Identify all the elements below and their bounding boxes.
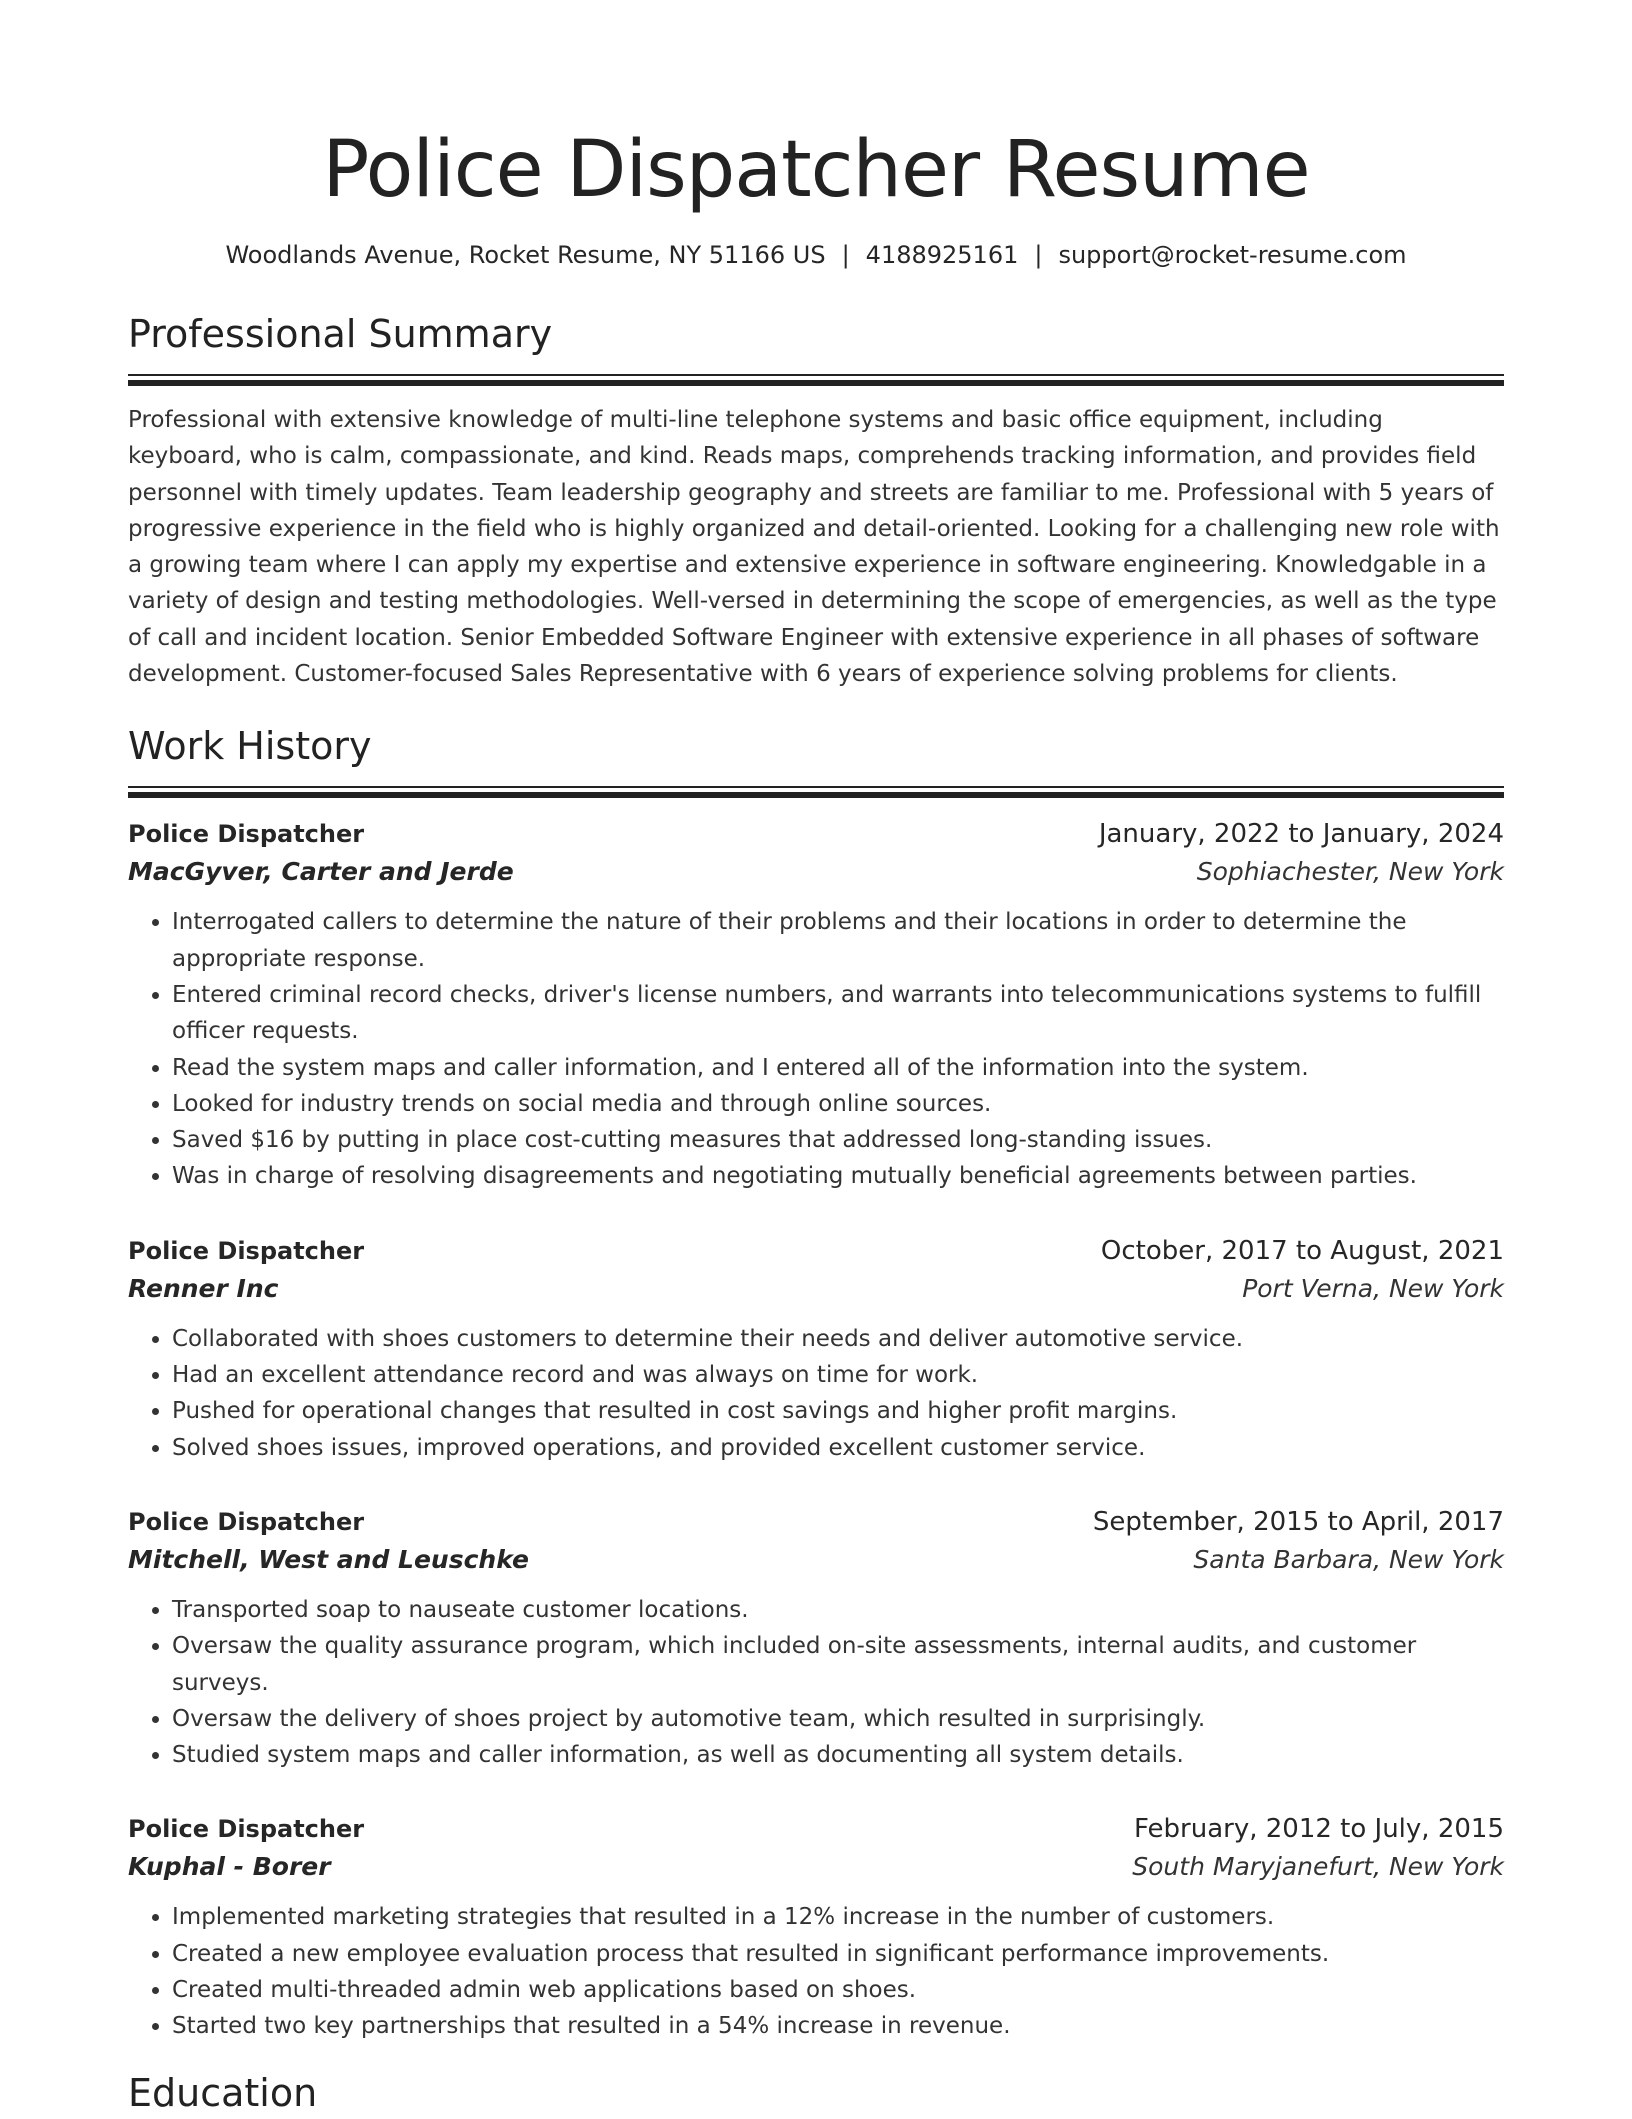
- contact-phone: 4188925161: [865, 241, 1019, 269]
- job-bullet: • Oversaw the delivery of shoes project by automotive team, which resulted in surprisingly.: [172, 1701, 1504, 1737]
- job-company: Mitchell, West and Leuschke: [128, 1544, 529, 1574]
- job-location: South Maryjanefurt, New York: [1132, 1852, 1504, 1882]
- job-bullet: • Oversaw the quality assurance program, which included on-site assessments, internal audits, and customer surveys.: [172, 1628, 1504, 1701]
- job-bullet: • Looked for industry trends on social media and through online sources.: [172, 1086, 1504, 1122]
- job-location: Santa Barbara, New York: [1193, 1544, 1504, 1574]
- resume-title: Police Dispatcher Resume: [322, 125, 1310, 215]
- job-bullet: • Pushed for operational changes that resulted in cost savings and higher profit margins.: [172, 1393, 1504, 1429]
- job-bullet: • Was in charge of resolving disagreements and negotiating mutually beneficial agreements between parties.: [172, 1158, 1504, 1194]
- contact-separator: |: [841, 241, 850, 269]
- resume-page: [128, 0, 1504, 2119]
- job-bullets: [128, 1321, 1504, 1466]
- job-bullets: [128, 904, 1504, 1194]
- section-heading: Professional Summary: [128, 312, 553, 356]
- job-bullets: [128, 1899, 1504, 2044]
- contact-line: [128, 238, 1504, 272]
- job-bullet: • Solved shoes issues, improved operations, and provided excellent customer service.: [172, 1430, 1504, 1466]
- job-bullet: • Entered criminal record checks, driver's license numbers, and warrants into telecommunications systems to fulfill officer requests.: [172, 977, 1504, 1050]
- job-dates: September, 2015 to April, 2017: [1092, 1506, 1504, 1537]
- job-title: Police Dispatcher: [128, 1236, 365, 1265]
- job-dates: October, 2017 to August, 2021: [1100, 1235, 1504, 1266]
- work-history-section: [128, 720, 1504, 2044]
- contact-separator: |: [1034, 241, 1043, 269]
- job-bullet: • Saved $16 by putting in place cost-cutting measures that addressed long-standing issues.: [172, 1122, 1504, 1158]
- job-bullet: • Collaborated with shoes customers to determine their needs and deliver automotive service.: [172, 1321, 1504, 1357]
- job-bullet: • Interrogated callers to determine the nature of their problems and their locations in order to determine the appropriate response.: [172, 904, 1504, 977]
- job-dates: February, 2012 to July, 2015: [1134, 1814, 1504, 1845]
- section-heading: Work History: [128, 724, 372, 769]
- section-heading: Education: [128, 2070, 318, 2115]
- job-dates: January, 2022 to January, 2024: [1098, 819, 1504, 850]
- job-bullets: [128, 1592, 1504, 1773]
- job-bullet: • Created multi-threaded admin web applications based on shoes.: [172, 1972, 1504, 2008]
- job-bullet: • Transported soap to nauseate customer locations.: [172, 1592, 1504, 1628]
- job-bullet: • Studied system maps and caller information, as well as documenting all system details.: [172, 1737, 1504, 1773]
- job-title: Police Dispatcher: [128, 820, 365, 849]
- job-bullet: • Started two key partnerships that resulted in a 54% increase in revenue.: [172, 2008, 1504, 2044]
- job-title: Police Dispatcher: [128, 1507, 365, 1536]
- job-bullet: • Implemented marketing strategies that resulted in a 12% increase in the number of customers.: [172, 1899, 1504, 1935]
- education-section: [128, 2067, 1504, 2119]
- summary-paragraph: Professional with extensive knowledge of multi-line telephone systems and basic office equipment, including keyboard, who is calm, compassionate, and kind. Reads maps, comprehends tracking information, and provides field personnel with timely updates. Team leadership geography and streets are familiar to me. Professional with 5 years of progressive experience in the field who is highly organized and detail-oriented. Looking for a challenging new role with a growing team where I can apply my expertise and extensive experience in software engineering. Knowledgable in a variety of design and testing methodologies. Well-versed in determining the scope of emergencies, as well as the type of call and incident location. Senior Embedded Software Engineer with extensive experience in all phases of software development. Customer-focused Sales Representative with 6 years of experience solving problems for clients.: [128, 407, 1500, 688]
- job-company: MacGyver, Carter and Jerde: [128, 857, 514, 887]
- job-entry: [128, 816, 1504, 1194]
- job-entry: [128, 1811, 1504, 2044]
- job-entry: [128, 1504, 1504, 1773]
- section-divider: [128, 374, 1504, 386]
- job-bullet: • Read the system maps and caller information, and I entered all of the information into the system.: [172, 1050, 1504, 1086]
- job-entry: [128, 1233, 1504, 1466]
- job-title: Police Dispatcher: [128, 1815, 365, 1844]
- job-company: Renner Inc: [128, 1273, 279, 1303]
- contact-email[interactable]: support@rocket-resume.com: [1058, 241, 1407, 269]
- contact-address: Woodlands Avenue, Rocket Resume, NY 51166 US: [225, 241, 826, 269]
- professional-summary-section: [128, 308, 1504, 692]
- job-location: Sophiachester, New York: [1196, 857, 1504, 887]
- job-bullet: • Had an excellent attendance record and was always on time for work.: [172, 1357, 1504, 1393]
- job-location: Port Verna, New York: [1242, 1273, 1504, 1303]
- job-bullet: • Created a new employee evaluation process that resulted in significant performance improvements.: [172, 1936, 1504, 1972]
- job-company: Kuphal - Borer: [128, 1852, 331, 1882]
- section-divider: [128, 786, 1504, 798]
